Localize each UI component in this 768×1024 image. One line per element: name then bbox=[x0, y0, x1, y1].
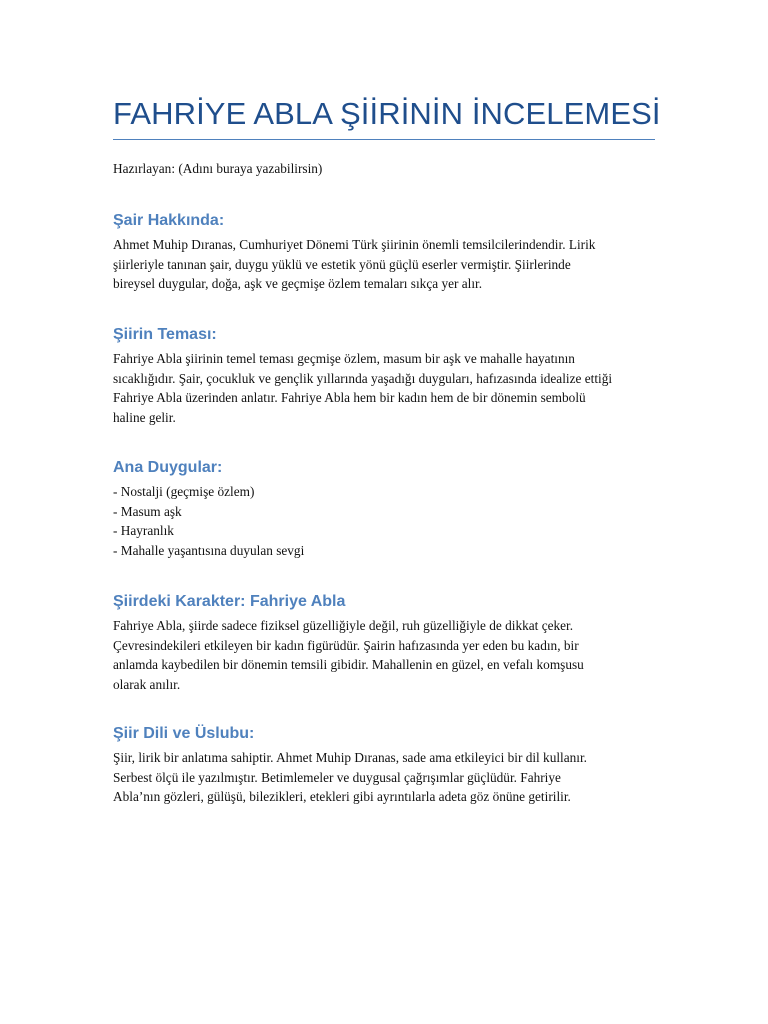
paragraph-line: Şiir, lirik bir anlatıma sahiptir. Ahmet Muhip Dıranas, sade ama etkileyici bir dil kullanır. bbox=[113, 750, 587, 765]
paragraph-line: sıcaklığıdır. Şair, çocukluk ve gençlik yıllarında yaşadığı duyguları, hafızasında idealize ettiği bbox=[113, 370, 613, 386]
paragraph-line: bireysel duygular, doğa, aşk ve geçmişe özlem temaları sıkça yer alır. bbox=[113, 276, 483, 291]
list-item: - Mahalle yaşantısına duyulan sevgi bbox=[113, 542, 305, 558]
section-paragraph bbox=[113, 748, 655, 807]
section-heading: Şiir Dili ve Üslubu: bbox=[113, 725, 255, 742]
list-item: - Hayranlık bbox=[113, 523, 174, 538]
document-title: FAHRİYE ABLA ŞİİRİNİN İNCELEMESİ bbox=[113, 96, 661, 131]
paragraph-line: Abla’nın gözleri, gülüşü, bilezikleri, etekleri gibi ayrıntılarla adeta göz önüne getirilir. bbox=[113, 789, 571, 804]
section-paragraph bbox=[113, 235, 655, 294]
section-paragraph bbox=[113, 349, 655, 427]
section-heading: Şiirdeki Karakter: Fahriye Abla bbox=[113, 593, 346, 610]
section-main-emotions bbox=[113, 457, 655, 560]
paragraph-line: Fahriye Abla, şiirde sadece fiziksel güzelliğiyle değil, ruh güzelliğiyle de dikkat çeker. bbox=[113, 618, 574, 633]
paragraph-line: anlamda kaybedilen bir dönemin temsili gibidir. Mahallenin en güzel, en vefalı komşusu bbox=[113, 657, 584, 672]
section-language-style bbox=[113, 723, 655, 807]
section-character bbox=[113, 591, 655, 694]
title-underline bbox=[113, 139, 655, 140]
paragraph-line: Çevresindekileri etkileyen bir kadın figürüdür. Şairin hafızasında yer eden bu kadın, bir bbox=[113, 637, 579, 653]
paragraph-line: haline gelir. bbox=[113, 409, 176, 425]
paragraph-line: olarak anılır. bbox=[113, 676, 181, 692]
paragraph-line: Fahriye Abla şiirinin temel teması geçmişe özlem, masum bir aşk ve mahalle hayatının bbox=[113, 351, 575, 366]
emotion-list bbox=[113, 482, 655, 560]
section-poem-theme bbox=[113, 324, 655, 427]
section-poet-about bbox=[113, 210, 655, 294]
paragraph-line: Fahriye Abla üzerinden anlatır. Fahriye Abla hem bir kadın hem de bir dönemin sembolü bbox=[113, 390, 586, 405]
paragraph-line: şiirleriyle tanınan şair, duygu yüklü ve estetik yönü güçlü eserler vermiştir. Şiirlerinde bbox=[113, 256, 571, 272]
author-line: Hazırlayan: (Adını buraya yazabilirsin) bbox=[113, 161, 323, 176]
section-heading: Şair Hakkında: bbox=[113, 212, 225, 229]
list-item: - Nostalji (geçmişe özlem) bbox=[113, 484, 255, 499]
paragraph-line: Serbest ölçü ile yazılmıştır. Betimlemeler ve duygusal çağrışımlar güçlüdür. Fahriye bbox=[113, 769, 561, 785]
section-heading: Şiirin Teması: bbox=[113, 326, 217, 343]
list-item: - Masum aşk bbox=[113, 503, 182, 519]
section-heading: Ana Duygular: bbox=[113, 459, 223, 476]
section-paragraph bbox=[113, 616, 655, 694]
paragraph-line: Ahmet Muhip Dıranas, Cumhuriyet Dönemi Türk şiirinin önemli temsilcilerindendir. Lirik bbox=[113, 237, 596, 252]
